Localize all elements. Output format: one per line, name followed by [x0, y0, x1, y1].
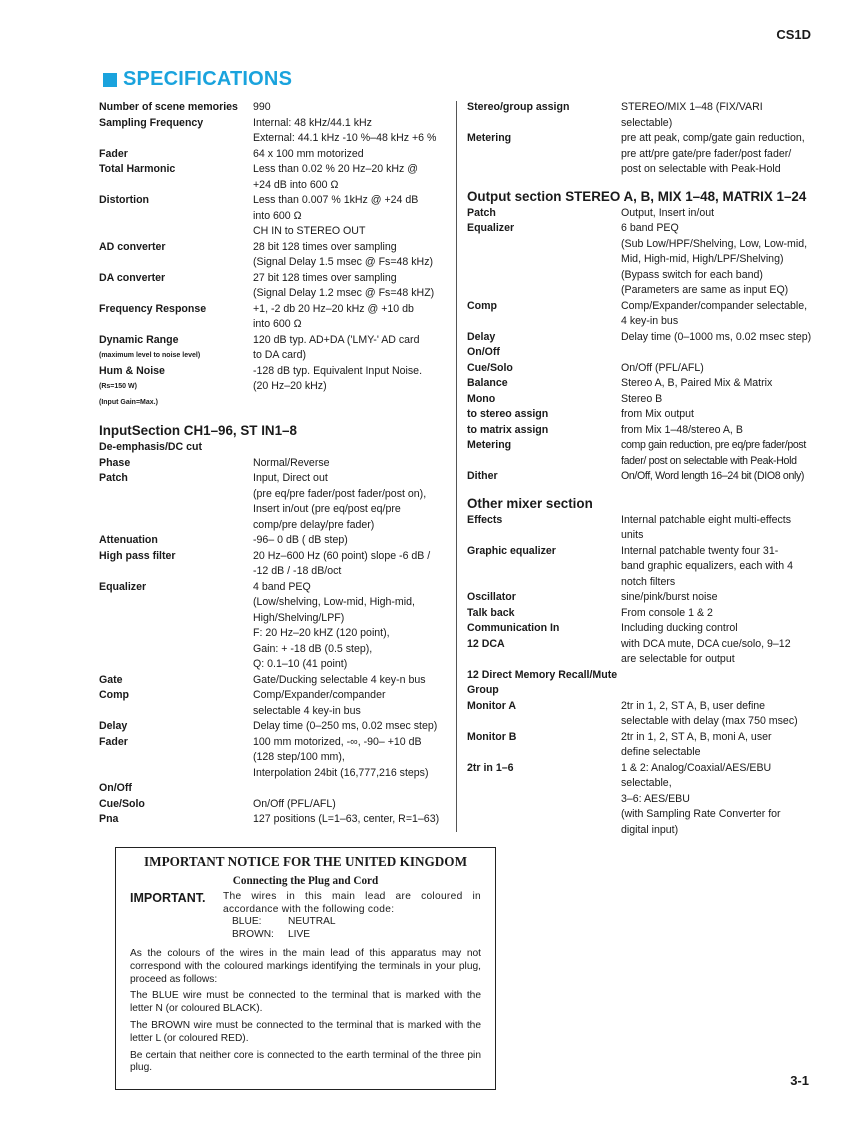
- spec-value: [253, 333, 454, 349]
- spec-label: Distortion: [99, 194, 150, 206]
- spec-value: [253, 116, 454, 147]
- spec-value-line: Including ducking control: [621, 622, 738, 634]
- spec-row: [99, 797, 454, 813]
- spec-value-line: [621, 345, 817, 361]
- important-label: IMPORTANT.: [130, 891, 206, 905]
- input-section-title: InputSection CH1–96, ST IN1–8: [99, 423, 297, 438]
- spec-value-line: selectable,: [621, 777, 672, 789]
- spec-label: Phase: [99, 456, 131, 469]
- wire-meaning: NEUTRAL: [288, 916, 336, 927]
- memory-section-title: [467, 668, 817, 699]
- spec-value: [621, 590, 817, 606]
- spec-label: Equalizer: [99, 580, 147, 593]
- spec-row: [99, 116, 454, 147]
- spec-row: [99, 147, 454, 163]
- spec-value: [621, 330, 817, 346]
- page-title: [103, 68, 292, 91]
- spec-value: [621, 407, 817, 423]
- spec-label: DA converter: [99, 271, 166, 284]
- spec-row: [467, 221, 817, 299]
- left-column: [99, 100, 454, 828]
- spec-row: [99, 533, 454, 549]
- spec-value: [253, 781, 454, 797]
- spec-label: On/Off: [99, 782, 132, 794]
- other-spec-list: [467, 513, 817, 668]
- spec-label: (Input Gain=Max.): [99, 398, 158, 406]
- spec-row: [467, 392, 817, 408]
- page-number: 3-1: [790, 1073, 809, 1088]
- spec-row: [467, 761, 817, 839]
- spec-value: [253, 240, 454, 271]
- assign-spec-list: [467, 100, 817, 178]
- spec-value-line: Normal/Reverse: [253, 456, 330, 469]
- spec-value-line: notch filters: [621, 575, 676, 588]
- spec-value: [621, 438, 817, 469]
- spec-value: [253, 100, 454, 116]
- spec-row: [99, 719, 454, 735]
- spec-value-line: pre att/pre gate/pre fader/post fader/: [621, 147, 792, 160]
- wire-meaning: LIVE: [288, 928, 311, 940]
- spec-value-line: [253, 395, 454, 411]
- spec-label: Patch: [467, 206, 496, 219]
- spec-value: [253, 580, 454, 673]
- spec-value-line: Stereo A, B, Paired Mix & Matrix: [621, 377, 773, 389]
- spec-value: [253, 688, 454, 719]
- spec-value-line: 2tr in 1, 2, ST A, B, moni A, user: [621, 730, 772, 743]
- spec-row: [99, 440, 454, 456]
- spec-value-line: comp gain reduction, pre eq/pre fader/post: [621, 439, 806, 451]
- spec-row: [99, 549, 454, 580]
- spec-value-line: (128 step/100 mm),: [253, 751, 345, 763]
- spec-row: [467, 730, 817, 761]
- spec-row: [467, 361, 817, 377]
- notice-important: [130, 891, 481, 916]
- spec-value-line: External: 44.1 kHz -10 %–48 kHz +6 %: [253, 132, 437, 144]
- spec-row: [467, 544, 817, 591]
- spec-label: Pna: [99, 813, 119, 825]
- spec-value: [253, 379, 454, 395]
- spec-value-line: post on selectable with Peak-Hold: [621, 163, 781, 175]
- spec-row: [99, 781, 454, 797]
- spec-value-line: are selectable for output: [621, 653, 735, 665]
- spec-row: [467, 438, 817, 469]
- spec-label: Number of scene memories: [99, 101, 238, 113]
- spec-value: [621, 730, 817, 761]
- spec-value-line: selectable 4 key-in bus: [253, 704, 361, 717]
- spec-value-line: Comp/Expander/compander selectable,: [621, 299, 808, 312]
- spec-row: [467, 206, 817, 222]
- spec-label: Fader: [99, 735, 128, 748]
- spec-row: [467, 407, 817, 423]
- spec-label: Mono: [467, 392, 496, 405]
- spec-label: 12 DCA: [467, 637, 505, 650]
- wire-color: BROWN:: [232, 928, 274, 940]
- spec-value-line: Delay time (0–250 ms, 0.02 msec step): [253, 720, 438, 732]
- spec-value: [253, 549, 454, 580]
- spec-row: [467, 131, 817, 178]
- spec-value: [621, 423, 817, 439]
- spec-label: Dither: [467, 470, 498, 482]
- spec-value-line: 3–6: AES/EBU: [621, 792, 690, 805]
- spec-label: Stereo/group assign: [467, 101, 570, 113]
- spec-value-line: 120 dB typ. AD+DA ('LMY-' AD card: [253, 333, 420, 346]
- spec-value-line: On/Off, Word length 16–24 bit (DIO8 only): [621, 470, 805, 482]
- spec-value: [621, 761, 817, 839]
- spec-value-line: (20 Hz–20 kHz): [253, 380, 327, 392]
- spec-row: [99, 333, 454, 349]
- spec-label: (maximum level to noise level): [99, 352, 201, 359]
- spec-value: [621, 469, 817, 485]
- spec-label: (Rs=150 W): [99, 383, 137, 390]
- spec-value-line: 4 band PEQ: [253, 580, 311, 593]
- spec-value-line: units: [621, 529, 644, 541]
- spec-label: On/Off: [467, 346, 500, 358]
- spec-row: [99, 100, 454, 116]
- spec-value-line: 6 band PEQ: [621, 222, 679, 234]
- notice-paragraph: As the colours of the wires in the main lead of this apparatus may not correspond with the coloured markings identifying the terminals in your plug, proceed as follows:: [130, 948, 481, 985]
- spec-value-line: sine/pink/burst noise: [621, 591, 718, 603]
- important-text: The wires in this main lead are coloured in accordance with the following code:: [223, 891, 481, 915]
- notice-paragraph: The BLUE wire must be connected to the terminal that is marked with the letter N (or coloured BLACK).: [130, 990, 481, 1015]
- spec-value-line: 2tr in 1, 2, ST A, B, user define: [621, 699, 766, 712]
- spec-row: [99, 673, 454, 689]
- spec-label: Delay: [99, 720, 128, 732]
- spec-row: [467, 606, 817, 622]
- spec-value-line: +24 dB into 600 Ω: [253, 178, 339, 191]
- spec-row: [99, 271, 454, 302]
- spec-row: [467, 345, 817, 361]
- spec-label: Hum & Noise: [99, 364, 165, 377]
- spec-value-line: [253, 440, 454, 456]
- spec-value-line: Internal patchable twenty four 31-: [621, 544, 779, 557]
- spec-label: Gate: [99, 673, 123, 686]
- spec-label: Attenuation: [99, 534, 158, 546]
- spec-value-line: Mid, High-mid, High/LPF/Shelving): [621, 253, 784, 265]
- spec-value: [253, 302, 454, 333]
- spec-value: [253, 719, 454, 735]
- output-section-title: Output section STEREO A, B, MIX 1–48, MATRIX 1–24: [467, 188, 807, 204]
- spec-value-line: (with Sampling Rate Converter for: [621, 808, 781, 820]
- spec-label: Sampling Frequency: [99, 116, 204, 129]
- spec-value-line: band graphic equalizers, each with 4: [621, 560, 793, 572]
- spec-label: Delay: [467, 330, 496, 343]
- spec-value: [621, 100, 817, 131]
- spec-value: [253, 348, 454, 364]
- spec-value-line: Input, Direct out: [253, 472, 328, 484]
- spec-value: [253, 193, 454, 240]
- spec-value-line: Less than 0.02 % 20 Hz–20 kHz @: [253, 163, 419, 175]
- spec-value-line: 64 x 100 mm motorized: [253, 147, 364, 160]
- spec-value-line: 100 mm motorized, -∞, -90– +10 dB: [253, 735, 422, 748]
- spec-value: [621, 206, 817, 222]
- wire-color: BLUE:: [232, 916, 262, 927]
- spec-value-line: 20 Hz–600 Hz (60 point) slope -6 dB /: [253, 549, 431, 562]
- spec-value-line: Interpolation 24bit (16,777,216 steps): [253, 766, 429, 779]
- spec-value: [253, 533, 454, 549]
- spec-value-line: STEREO/MIX 1–48 (FIX/VARI: [621, 101, 763, 113]
- input-spec-list: [99, 440, 454, 828]
- spec-value: [253, 471, 454, 533]
- spec-value-line: High/Shelving/LPF): [253, 611, 345, 624]
- spec-value-line: fader/ post on selectable with Peak-Hold: [621, 454, 797, 467]
- spec-value-line: Gain: + -18 dB (0.5 step),: [253, 642, 373, 655]
- spec-value: [621, 345, 817, 361]
- spec-value-line: Internal: 48 kHz/44.1 kHz: [253, 116, 372, 129]
- spec-value-line: Less than 0.007 % 1kHz @ +24 dB: [253, 194, 419, 206]
- spec-value: [253, 271, 454, 302]
- spec-value-line: (Signal Delay 1.2 msec @ Fs=48 kHZ): [253, 287, 435, 299]
- title-square-icon: [103, 73, 117, 87]
- spec-value-line: (Bypass switch for each band): [621, 268, 763, 281]
- spec-row: [99, 193, 454, 240]
- spec-value-line: define selectable: [621, 746, 701, 758]
- spec-value-line: CH IN to STEREO OUT: [253, 225, 366, 237]
- spec-label: Patch: [99, 472, 128, 484]
- spec-value-line: Insert in/out (pre eq/post eq/pre: [253, 503, 401, 515]
- spec-value-line: Output, Insert in/out: [621, 206, 715, 219]
- spec-row: [467, 100, 817, 131]
- spec-row: [99, 688, 454, 719]
- spec-value-line: digital input): [621, 823, 679, 836]
- spec-value: [253, 812, 454, 828]
- spec-label: Frequency Response: [99, 302, 207, 315]
- spec-row: [467, 330, 817, 346]
- spec-value: [253, 364, 454, 380]
- spec-label: Equalizer: [467, 222, 515, 234]
- spec-label: Oscillator: [467, 591, 516, 603]
- spec-label: to stereo assign: [467, 408, 549, 420]
- spec-value-line: Q: 0.1–10 (41 point): [253, 658, 348, 670]
- memory-title-label: 12 Direct Memory Recall/Mute Group: [467, 668, 618, 696]
- spec-value-line: comp/pre delay/pre fader): [253, 518, 375, 531]
- notice-title: IMPORTANT NOTICE FOR THE UNITED KINGDOM: [143, 854, 468, 869]
- spec-label: High pass filter: [99, 549, 176, 562]
- wire-code-brown: [232, 929, 481, 942]
- spec-value-line: Stereo B: [621, 392, 663, 405]
- spec-value-line: From console 1 & 2: [621, 606, 713, 619]
- column-divider: [456, 101, 457, 832]
- spec-label: Graphic equalizer: [467, 544, 556, 557]
- spec-value-line: 1 & 2: Analog/Coaxial/AES/EBU: [621, 761, 772, 774]
- spec-value-line: 27 bit 128 times over sampling: [253, 271, 397, 284]
- spec-label: to matrix assign: [467, 423, 549, 436]
- memory-spec-list: [467, 699, 817, 839]
- spec-value-line: (Low/shelving, Low-mid, High-mid,: [253, 596, 415, 608]
- spec-label: Monitor B: [467, 730, 517, 743]
- spec-value-line: -12 dB / -18 dB/oct: [253, 565, 342, 577]
- spec-value: [621, 621, 817, 637]
- uk-notice-box: [115, 847, 496, 1090]
- spec-row: [99, 302, 454, 333]
- model-name: CS1D: [776, 27, 811, 42]
- spec-value: [621, 606, 817, 622]
- spec-row: [99, 471, 454, 533]
- spec-row: [467, 699, 817, 730]
- spec-row: [99, 735, 454, 782]
- spec-label: Dynamic Range: [99, 333, 179, 346]
- notice-paragraph: The BROWN wire must be connected to the terminal that is marked with the letter L (or coloured RED).: [130, 1019, 481, 1044]
- spec-value-line: into 600 Ω: [253, 318, 302, 330]
- spec-row: [99, 395, 454, 411]
- spec-value-line: selectable with delay (max 750 msec): [621, 715, 798, 727]
- spec-value-line: into 600 Ω: [253, 209, 302, 222]
- spec-row: [467, 513, 817, 544]
- spec-value-line: 4 key-in bus: [621, 315, 679, 327]
- spec-value: [621, 131, 817, 178]
- spec-row: [467, 469, 817, 485]
- spec-row: [99, 348, 454, 364]
- spec-label: Monitor A: [467, 699, 517, 712]
- spec-value-line: from Mix 1–48/stereo A, B: [621, 423, 743, 436]
- spec-value: [621, 637, 817, 668]
- spec-row: [99, 456, 454, 472]
- spec-label: Cue/Solo: [467, 361, 513, 374]
- spec-value-line: -128 dB typ. Equivalent Input Noise.: [253, 364, 423, 377]
- output-spec-list: [467, 206, 817, 485]
- spec-value-line: +1, -2 db 20 Hz–20 kHz @ +10 db: [253, 302, 414, 315]
- spec-label: De-emphasis/DC cut: [99, 441, 203, 453]
- spec-value: [621, 392, 817, 408]
- spec-row: [467, 299, 817, 330]
- spec-label: Balance: [467, 377, 508, 389]
- spec-row: [99, 812, 454, 828]
- spec-value: [621, 513, 817, 544]
- spec-value-line: (pre eq/pre fader/post fader/post on),: [253, 487, 427, 500]
- spec-value-line: Comp/Expander/compander: [253, 689, 386, 701]
- spec-value-line: (Signal Delay 1.5 msec @ Fs=48 kHz): [253, 256, 434, 268]
- spec-value-line: Gate/Ducking selectable 4 key-n bus: [253, 673, 426, 686]
- spec-value-line: 127 positions (L=1–63, center, R=1–63): [253, 813, 440, 825]
- right-column: [467, 100, 817, 838]
- notice-subtitle: Connecting the Plug and Cord: [232, 875, 379, 887]
- spec-label: Comp: [467, 299, 498, 312]
- spec-value: [253, 797, 454, 813]
- spec-value: [621, 376, 817, 392]
- spec-label: 2tr in 1–6: [467, 761, 514, 774]
- spec-label: Total Harmonic: [99, 163, 176, 175]
- wire-code-blue: [232, 916, 481, 929]
- spec-row: [467, 590, 817, 606]
- spec-value: [253, 735, 454, 782]
- spec-value-line: 28 bit 128 times over sampling: [253, 240, 397, 253]
- spec-value: [253, 147, 454, 163]
- spec-value-line: On/Off (PFL/AFL): [621, 361, 704, 374]
- spec-label: AD converter: [99, 240, 166, 253]
- spec-value: [621, 361, 817, 377]
- spec-label: Effects: [467, 513, 503, 526]
- spec-value-line: Internal patchable eight multi-effects: [621, 513, 791, 526]
- spec-value-line: [253, 781, 454, 797]
- spec-value-line: from Mix output: [621, 408, 695, 420]
- spec-value-line: (Parameters are same as input EQ): [621, 284, 789, 296]
- title-text: SPECIFICATIONS: [123, 68, 293, 90]
- general-spec-list: [99, 100, 454, 410]
- spec-label: Comp: [99, 689, 130, 701]
- spec-row: [99, 379, 454, 395]
- spec-value-line: -96– 0 dB ( dB step): [253, 534, 348, 546]
- spec-value: [253, 440, 454, 456]
- spec-row: [467, 423, 817, 439]
- spec-value-line: pre att peak, comp/gate gain reduction,: [621, 132, 805, 144]
- spec-row: [99, 240, 454, 271]
- spec-value-line: to DA card): [253, 349, 306, 361]
- spec-value: [621, 299, 817, 330]
- spec-value-line: Delay time (0–1000 ms, 0.02 msec step): [621, 330, 812, 343]
- spec-label: Cue/Solo: [99, 797, 145, 810]
- spec-value: [253, 162, 454, 193]
- spec-value-line: selectable): [621, 116, 673, 129]
- spec-value: [253, 673, 454, 689]
- notice-paragraph: Be certain that neither core is connected to the earth terminal of the three pin plug.: [130, 1049, 481, 1074]
- spec-row: [99, 364, 454, 380]
- spec-row: [99, 580, 454, 673]
- spec-label: Metering: [467, 439, 512, 451]
- spec-value-line: with DCA mute, DCA cue/solo, 9–12: [621, 637, 791, 650]
- spec-value-line: F: 20 Hz–20 kHZ (120 point),: [253, 627, 390, 639]
- spec-row: [99, 162, 454, 193]
- spec-value: [621, 699, 817, 730]
- spec-value-line: On/Off (PFL/AFL): [253, 797, 336, 810]
- spec-value-line: (Sub Low/HPF/Shelving, Low, Low-mid,: [621, 237, 808, 250]
- spec-row: [467, 637, 817, 668]
- other-section-title: Other mixer section: [467, 495, 593, 511]
- spec-label: Talk back: [467, 606, 515, 619]
- spec-row: [467, 376, 817, 392]
- spec-value: [621, 221, 817, 299]
- spec-value-line: 990: [253, 101, 271, 113]
- spec-value: [253, 456, 454, 472]
- spec-label: Fader: [99, 147, 128, 160]
- spec-value: [253, 395, 454, 411]
- spec-label: Communication In: [467, 622, 560, 634]
- spec-value: [621, 544, 817, 591]
- spec-row: [467, 621, 817, 637]
- spec-label: Metering: [467, 132, 512, 144]
